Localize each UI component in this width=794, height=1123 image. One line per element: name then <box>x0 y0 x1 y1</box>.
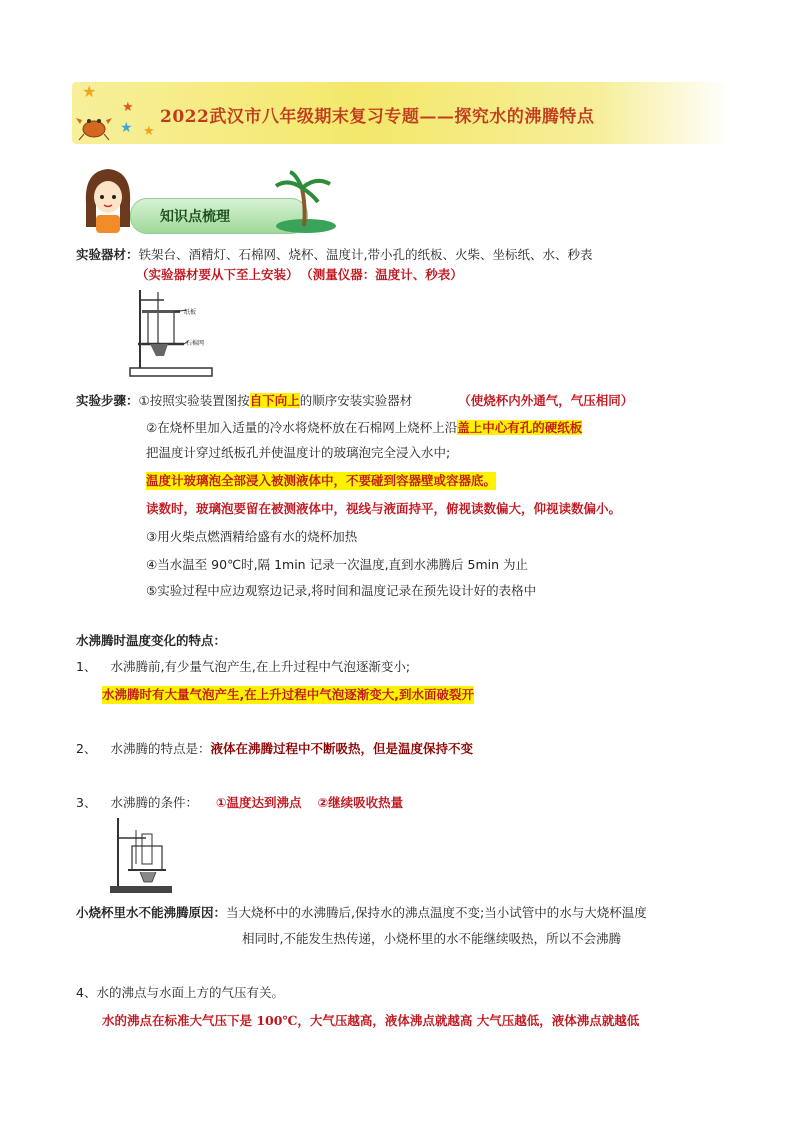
apparatus-diagram-1 <box>128 286 238 378</box>
feature-1 <box>76 658 410 676</box>
step-2-warning-1: 温度计玻璃泡全部浸入被测液体中，不要碰到容器壁或容器底。 <box>146 473 497 488</box>
crab-icon <box>74 112 114 142</box>
step-1-pre: ①按照实验装置图按 <box>138 393 250 408</box>
equipment-text: 铁架台、酒精灯、石棉网、烧杯、温度计,带小孔的纸板、火柴、坐标纸、水、秒表 <box>138 247 593 262</box>
step-2-pre: ②在烧杯里加入适量的冷水将烧杯放在石棉网上烧杯上沿 <box>146 420 458 435</box>
diagram-label-board: 纸板 <box>184 309 197 316</box>
feature-3 <box>76 794 403 812</box>
feature-4: 4、水的沸点与水面上方的气压有关。 <box>76 985 284 1000</box>
diagram-label-gauze: 石棉网 <box>186 340 205 347</box>
star-icon: ★ <box>122 100 134 115</box>
step-1 <box>76 392 633 410</box>
feature-3-num: 3、 <box>76 795 97 810</box>
feature-2 <box>76 740 473 758</box>
apparatus-diagram-2 <box>108 816 184 896</box>
features-label: 水沸腾时温度变化的特点： <box>76 633 227 648</box>
step-2-highlight: 盖上中心有孔的硬纸板 <box>457 420 583 435</box>
step-1-highlight: 自下向上 <box>249 393 300 408</box>
step-2 <box>146 419 582 437</box>
feature-4-red: 水的沸点在标准大气压下是 100℃，大气压越高，液体沸点就越高 大气压越低，液体沸点就越低 <box>102 1013 640 1028</box>
feature-1-highlight: 水沸腾时有大量气泡产生,在上升过程中气泡逐渐变大,到水面破裂开 <box>102 687 474 702</box>
feature-3-cond-2: ②继续吸收热量 <box>317 795 404 810</box>
feature-3-cond-1: ①温度达到沸点 <box>215 795 302 810</box>
equipment-line <box>76 246 593 264</box>
star-icon: ★ <box>120 120 133 136</box>
feature-2-text: 液体在沸腾过程中不断吸热，但是温度保持不变 <box>210 741 473 756</box>
feature-3-label: 水沸腾的条件： <box>110 795 198 810</box>
feature-1-num: 1、 <box>76 659 97 674</box>
star-icon: ★ <box>143 124 155 139</box>
section-title: 知识点梳理 <box>160 209 230 225</box>
equipment-label: 实验器材： <box>76 247 139 262</box>
equipment-instruments: （测量仪器：温度计、秒表） <box>306 267 463 282</box>
small-beaker-reason <box>76 904 647 922</box>
feature-2-label: 水沸腾的特点是： <box>110 741 211 756</box>
step-3: ③用火柴点燃酒精给盛有水的烧杯加热 <box>146 529 358 544</box>
page-title: 2022武汉市八年级期末复习专题——探究水的沸腾特点 <box>160 107 595 127</box>
step-2-line2: 把温度计穿过纸板孔并使温度计的玻璃泡完全浸入水中; <box>146 445 451 460</box>
step-4: ④当水温至 90℃时,隔 1min 记录一次温度,直到水沸腾后 5min 为止 <box>146 557 529 572</box>
step-1-post: 的顺序安装实验器材 <box>299 393 413 408</box>
step-5: ⑤实验过程中应边观察边记录,将时间和温度记录在预先设计好的表格中 <box>146 583 537 598</box>
feature-2-num: 2、 <box>76 741 97 756</box>
small-beaker-text-2: 相同时,不能发生热传递，小烧杯里的水不能继续吸热，所以不会沸腾 <box>242 931 621 946</box>
steps-label: 实验步骤： <box>76 393 139 408</box>
star-icon: ★ <box>82 82 97 101</box>
step-2-warning-2: 读数时，玻璃泡要留在被测液体中，视线与液面持平，俯视读数偏大，仰视读数偏小。 <box>146 501 622 516</box>
step-1-note: （使烧杯内外通气，气压相同） <box>458 393 634 408</box>
feature-1-text: 水沸腾前,有少量气泡产生,在上升过程中气泡逐渐变小; <box>110 659 411 674</box>
equipment-notes <box>136 266 463 284</box>
small-beaker-label: 小烧杯里水不能沸腾原因： <box>76 905 227 920</box>
small-beaker-text-1: 当大烧杯中的水沸腾后,保持水的沸点温度不变;当小试管中的水与大烧杯温度 <box>226 905 647 920</box>
equipment-note: （实验器材要从下至上安装） <box>136 267 299 282</box>
palm-tree-icon <box>268 168 338 238</box>
girl-avatar-icon <box>76 163 140 235</box>
